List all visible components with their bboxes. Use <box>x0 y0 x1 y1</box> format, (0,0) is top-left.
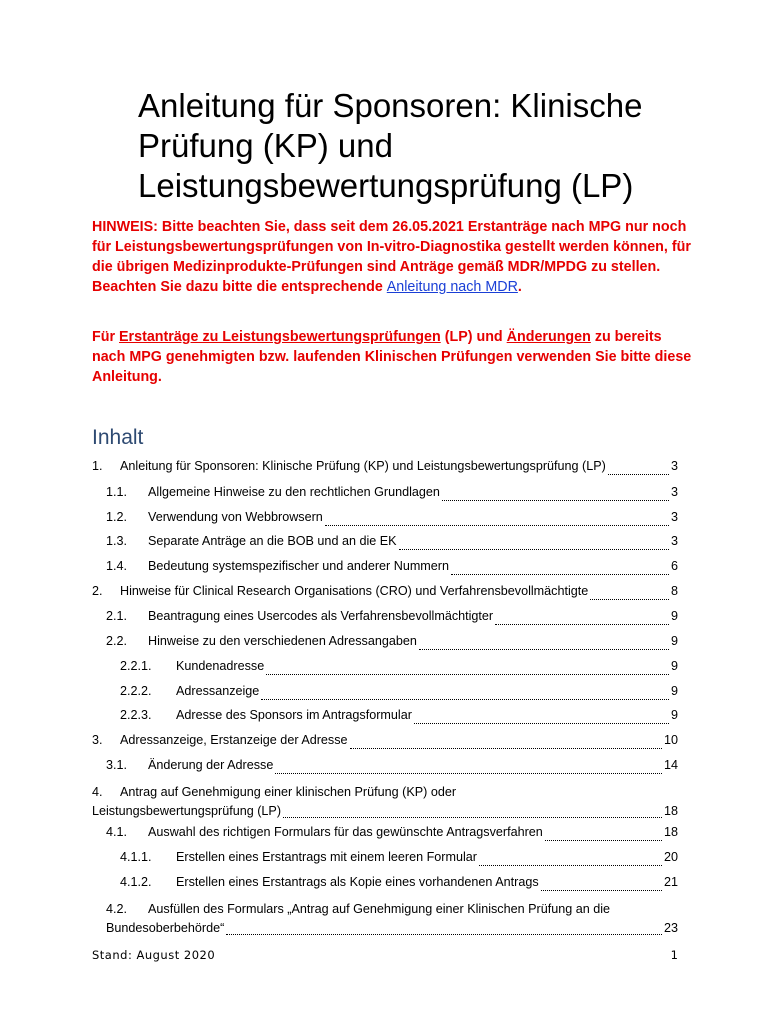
mdr-guide-link[interactable]: Anleitung nach MDR <box>386 279 518 295</box>
toc-entry-title: Adresse des Sponsors im Antragsformular <box>176 708 412 722</box>
toc-entry-page: 18 <box>663 825 678 839</box>
toc-entry-title: Separate Anträge an die BOB und an die EK <box>148 534 397 548</box>
toc-leader-dots <box>479 864 662 866</box>
toc-entry-title: Antrag auf Genehmigung einer klinischen Prüfung (KP) oder <box>120 785 457 799</box>
toc-entry-page: 14 <box>663 758 678 772</box>
toc-entry-number: 4.1.1. <box>120 850 152 864</box>
toc-leader-dots <box>545 839 662 841</box>
toc-leader-dots <box>541 889 662 891</box>
toc-leader-dots <box>261 698 669 700</box>
toc-leader-dots <box>451 573 669 575</box>
notice-usage-underline2: Änderungen <box>506 329 591 345</box>
page-title: Anleitung für Sponsoren: Klinische Prüfung (KP) und Leistungsbewertungsprüfung (LP) <box>138 87 643 204</box>
toc-entry[interactable] <box>106 758 678 778</box>
toc-leader-dots <box>495 623 669 625</box>
toc-entry-title: Änderung der Adresse <box>148 758 274 772</box>
toc-entry-title: Ausfüllen des Formulars „Antrag auf Genehmigung einer Klinischen Prüfung an die <box>148 902 611 916</box>
toc-leader-dots <box>442 499 669 501</box>
footer-stand: Stand: August 2020 <box>92 948 216 962</box>
toc-entry[interactable] <box>106 634 678 654</box>
toc-leader-dots <box>226 933 662 935</box>
toc-entry-title: Erstellen eines Erstantrags als Kopie eines vorhandenen Antrags <box>176 875 539 889</box>
toc-entry[interactable] <box>120 684 678 704</box>
toc-entry-title: Hinweise zu den verschiedenen Adressangaben <box>148 634 417 648</box>
toc-entry[interactable] <box>106 559 678 579</box>
notice-usage-part3: zu bereits nach MPG genehmigten bzw. laufenden Klinischen Prüfungen verwenden Sie bitte diese Anleitung. <box>92 329 692 385</box>
toc-entry-page: 3 <box>670 510 678 524</box>
toc-entry-title: Bedeutung systemspezifischer und anderer Nummern <box>148 559 450 573</box>
toc-leader-dots <box>414 722 669 724</box>
toc-entry-number: 1.1. <box>106 485 128 499</box>
toc-entry-number: 2.2.1. <box>120 659 152 673</box>
toc-entry-title: Adressanzeige <box>176 684 260 698</box>
toc-entry-title: Auswahl des richtigen Formulars für das gewünschte Antragsverfahren <box>148 825 543 839</box>
notice-mdr-text: HINWEIS: Bitte beachten Sie, dass seit dem 26.05.2021 Erstanträge nach MPG nur noch für Leistungsbewertungsprüfungen von In-vitro-Diagnostika gestellt werden können, für die übrigen Medizinprodukte-Prüfungen sind Anträge gemäß MDR/MPDG zu stellen. Beachten Sie dazu bitte die entsprechende <box>92 219 691 295</box>
toc-entry-page: 10 <box>663 733 678 747</box>
toc-entry[interactable] <box>92 459 678 479</box>
toc-entry[interactable] <box>106 609 678 629</box>
toc-entry-number: 2. <box>92 584 103 598</box>
toc-entry[interactable] <box>106 534 678 554</box>
notice-usage-part1: Für <box>92 329 120 345</box>
toc-leader-dots <box>399 548 669 550</box>
toc-entry-page: 20 <box>663 850 678 864</box>
toc-entry[interactable] <box>106 900 678 938</box>
toc-entry-title: Kundenadresse <box>176 659 265 673</box>
toc-entry-page: 18 <box>663 804 678 818</box>
toc-entry-number: 3. <box>92 733 103 747</box>
toc-entry-title: Hinweise für Clinical Research Organisations (CRO) und Verfahrensbevollmächtigte <box>120 584 589 598</box>
toc-leader-dots <box>283 816 662 818</box>
toc-entry-page: 3 <box>670 485 678 499</box>
toc-entry-page: 9 <box>670 634 678 648</box>
toc-entry[interactable] <box>92 783 678 821</box>
toc-entry-page: 9 <box>670 708 678 722</box>
toc-heading: Inhalt <box>92 426 144 449</box>
toc-entry-title: Beantragung eines Usercodes als Verfahrensbevollmächtigter <box>148 609 494 623</box>
toc-entry-number: 4.1. <box>106 825 128 839</box>
toc-entry-page: 8 <box>670 584 678 598</box>
toc-leader-dots <box>325 524 669 526</box>
toc-entry-number: 2.2.3. <box>120 708 152 722</box>
toc-entry-number: 1.3. <box>106 534 128 548</box>
toc-entry-title: Adressanzeige, Erstanzeige der Adresse <box>120 733 348 747</box>
toc-entry-number: 4.1.2. <box>120 875 152 889</box>
toc-entry[interactable] <box>120 659 678 679</box>
toc-entry-page: 9 <box>670 609 678 623</box>
toc-entry-number: 3.1. <box>106 758 128 772</box>
toc-entry-number: 2.2. <box>106 634 128 648</box>
toc-entry-page: 21 <box>663 875 678 889</box>
toc-entry-page: 9 <box>670 659 678 673</box>
toc-entry[interactable] <box>106 485 678 505</box>
toc-entry[interactable] <box>106 510 678 530</box>
toc-leader-dots <box>275 772 662 774</box>
notice-mdr-end: . <box>517 279 522 295</box>
toc-entry-number: 1.4. <box>106 559 128 573</box>
toc-entry-page: 3 <box>670 534 678 548</box>
toc-entry-page: 9 <box>670 684 678 698</box>
toc-entry-title: Erstellen eines Erstantrags mit einem leeren Formular <box>176 850 477 864</box>
toc-entry-number: 4. <box>92 785 103 799</box>
notice-usage <box>92 327 692 387</box>
toc-leader-dots <box>350 747 662 749</box>
toc-entry-number: 2.2.2. <box>120 684 152 698</box>
toc-entry-title-continued: Leistungsbewertungsprüfung (LP) <box>92 804 282 818</box>
notice-usage-underline1: Erstanträge zu Leistungsbewertungsprüfungen <box>119 329 441 345</box>
toc-entry-title-continued: Bundesoberbehörde“ <box>106 921 225 935</box>
toc-entry[interactable] <box>92 584 678 604</box>
toc-leader-dots <box>590 598 669 600</box>
toc-entry-number: 1. <box>92 459 103 473</box>
toc-leader-dots <box>266 673 669 675</box>
toc-entry-page: 3 <box>670 459 678 473</box>
toc-leader-dots <box>419 648 669 650</box>
toc-entry[interactable] <box>120 850 678 870</box>
notice-mdr <box>92 217 692 297</box>
toc-entry[interactable] <box>120 708 678 728</box>
toc-entry[interactable] <box>120 875 678 895</box>
toc-entry[interactable] <box>92 733 678 753</box>
toc-entry-page: 23 <box>663 921 678 935</box>
toc-entry-page: 6 <box>670 559 678 573</box>
toc-entry-number: 4.2. <box>106 902 128 916</box>
toc-entry-number: 1.2. <box>106 510 128 524</box>
toc-entry-title: Allgemeine Hinweise zu den rechtlichen Grundlagen <box>148 485 440 499</box>
toc-entry[interactable] <box>106 825 678 845</box>
toc-entry-number: 2.1. <box>106 609 128 623</box>
toc-entry-title: Anleitung für Sponsoren: Klinische Prüfung (KP) und Leistungsbewertungsprüfung (LP) <box>120 459 606 473</box>
toc-entry-title: Verwendung von Webbrowsern <box>148 510 323 524</box>
notice-usage-part2: (LP) und <box>440 329 507 345</box>
footer-page-number: 1 <box>670 948 678 962</box>
toc-leader-dots <box>608 473 669 475</box>
